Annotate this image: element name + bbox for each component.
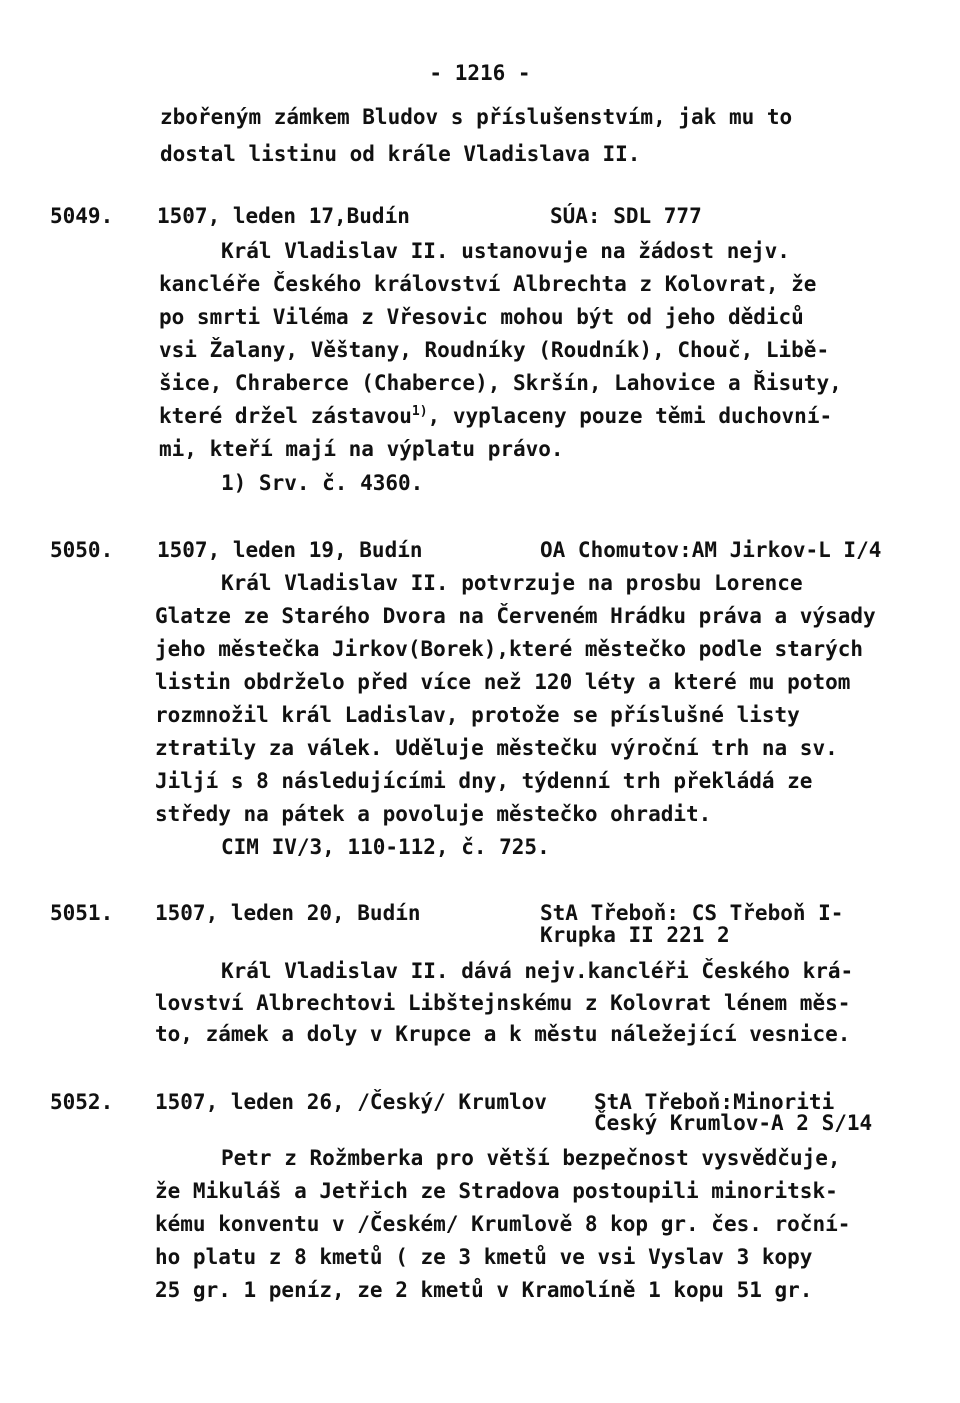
- entry-text-line: Glatze ze Starého Dvora na Červeném Hrádku práva a výsady: [155, 604, 876, 628]
- footnote-text: 1) Srv. č. 4360.: [221, 471, 424, 495]
- entry-number-5049: 5049.: [50, 204, 114, 228]
- entry-text-line: středy na pátek a povoluje městečko ohradit.: [155, 802, 712, 826]
- entry-text-line-with-footnote: [159, 403, 832, 429]
- entry-source: SÚA: SDL 777: [550, 204, 702, 228]
- entry-citation: CIM IV/3, 110-112, č. 725.: [221, 835, 550, 859]
- page-number: - 1216 -: [429, 61, 531, 85]
- intro-line-2: dostal listinu od krále Vladislava II.: [160, 142, 641, 166]
- entry-source: StA Třeboň:Minoriti: [594, 1090, 835, 1114]
- entry-source: Krupka II 221 2: [540, 923, 730, 947]
- entry-text-line: ztratily za válek. Uděluje městečku výroční trh na sv.: [155, 736, 838, 760]
- entry-text-line: Král Vladislav II. potvrzuje na prosbu Lorence: [221, 571, 803, 595]
- entry-date-place: 1507, leden 26, /Český/ Krumlov: [155, 1090, 547, 1114]
- entry-date-place: 1507, leden 19, Budín: [157, 538, 423, 562]
- entry-number-5051: 5051.: [50, 901, 114, 925]
- entry-text-line: kému konventu v /Českém/ Krumlově 8 kop gr. čes. roční-: [155, 1212, 851, 1236]
- entry-text-line: Jiljí s 8 následujícími dny, týdenní trh překládá ze: [155, 769, 813, 793]
- entry-text-line: listin obdrželo před více než 120 léty a které mu potom: [155, 670, 851, 694]
- entry-source: OA Chomutov:AM Jirkov-L I/4: [540, 538, 882, 562]
- entry-text-line: to, zámek a doly v Krupce a k městu náležející vesnice.: [155, 1022, 851, 1046]
- entry-text-line: po smrti Viléma z Vřesovic mohou být od jeho dědiců: [159, 305, 804, 329]
- entry-source: Český Krumlov-A 2 S/14: [594, 1111, 873, 1135]
- entry-text-line: šice, Chraberce (Chaberce), Skršín, Lahovice a Řisuty,: [159, 371, 842, 395]
- entry-text-line: vsi Žalany, Věštany, Roudníky (Roudník), Chouč, Libě-: [159, 338, 830, 362]
- entry-text-line: kancléře Českého království Albrechta z Kolovrat, že: [159, 272, 817, 296]
- entry-text-line: ho platu z 8 kmetů ( ze 3 kmetů ve vsi Vyslav 3 kopy: [155, 1245, 813, 1269]
- entry-date-place: 1507, leden 17,Budín: [157, 204, 410, 228]
- entry-text-line: mi, kteří mají na výplatu právo.: [159, 437, 564, 461]
- entry-number-5052: 5052.: [50, 1090, 114, 1114]
- entry-number-5050: 5050.: [50, 538, 114, 562]
- footnote-marker: 1): [411, 404, 428, 419]
- entry-text-segment: které držel zástavou: [159, 404, 412, 428]
- entry-text-line: Petr z Rožmberka pro větší bezpečnost vysvědčuje,: [221, 1146, 841, 1170]
- entry-date-place: 1507, leden 20, Budín: [155, 901, 421, 925]
- entry-text-line: Král Vladislav II. ustanovuje na žádost nejv.: [221, 239, 790, 263]
- entry-text-segment: , vyplaceny pouze těmi duchovní-: [427, 404, 833, 428]
- entry-source: StA Třeboň: CS Třeboň I-: [540, 901, 844, 925]
- entry-text-line: Král Vladislav II. dává nejv.kancléři Českého krá-: [221, 959, 854, 983]
- entry-text-line: jeho městečka Jirkov(Borek),které městečko podle starých: [155, 637, 864, 661]
- intro-line-1: zbořeným zámkem Bludov s příslušenstvím, jak mu to: [160, 105, 793, 129]
- entry-text-line: 25 gr. 1 peníz, ze 2 kmetů v Kramolíně 1 kopu 51 gr.: [155, 1278, 813, 1302]
- entry-text-line: lovství Albrechtovi Libštejnskému z Kolovrat lénem měs-: [155, 991, 851, 1015]
- entry-text-line: že Mikuláš a Jetřich ze Stradova postoupili minoritsk-: [155, 1179, 838, 1203]
- entry-text-line: rozmnožil král Ladislav, protože se příslušné listy: [155, 703, 800, 727]
